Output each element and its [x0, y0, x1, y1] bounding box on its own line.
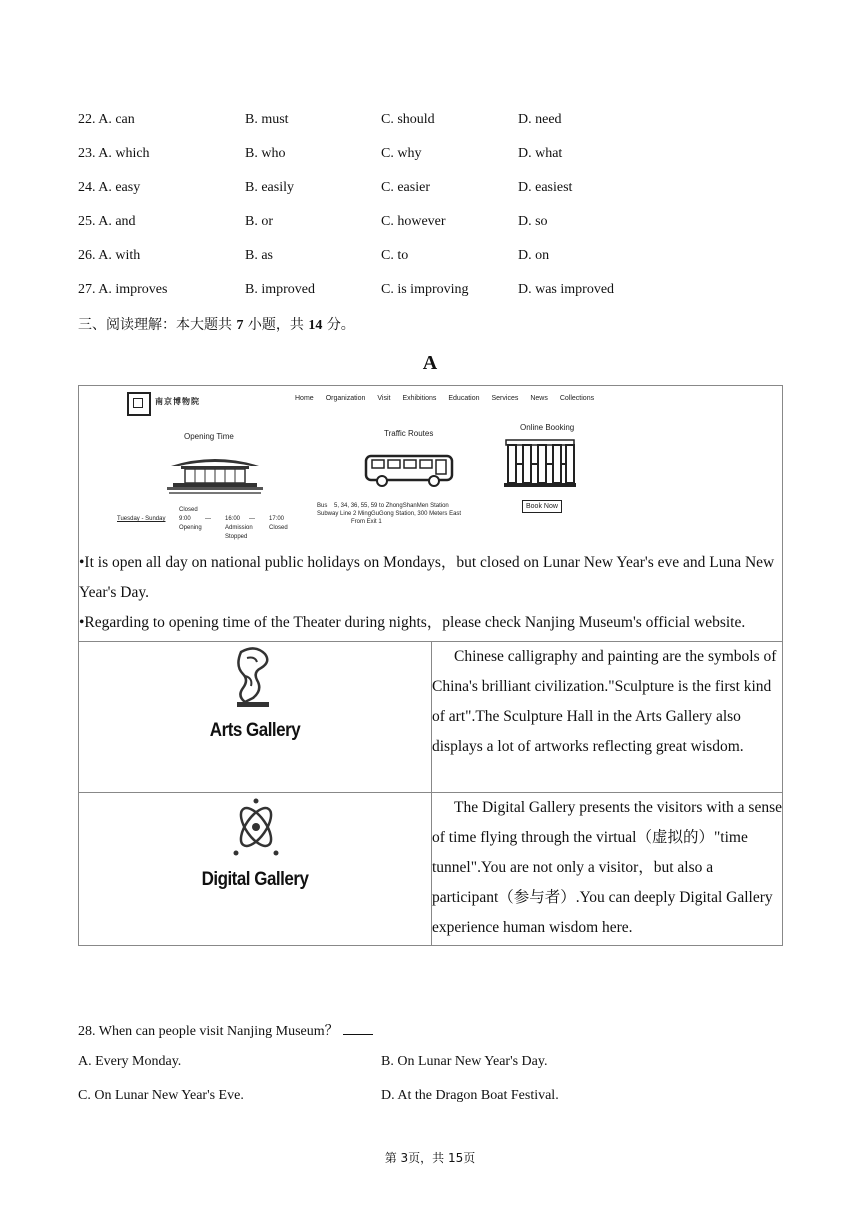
answer-c: C. On Lunar New Year's Eve.	[78, 1088, 244, 1103]
question-text: 28. When can people visit Nanjing Museum？	[78, 1024, 339, 1039]
question-count: 7	[236, 318, 244, 333]
total-score: 14	[308, 318, 323, 333]
option-b: B. as	[245, 248, 273, 263]
nav-education: Education	[448, 395, 480, 402]
bus-label: Bus	[317, 503, 328, 509]
online-booking-label: Online Booking	[520, 423, 575, 432]
note-theater: •Regarding to opening time of the Theater during nights，please check Nanjing Museum's official website.	[79, 614, 746, 631]
bus-icon	[362, 448, 458, 490]
option-d: D. so	[518, 214, 548, 229]
museum-info-cell	[79, 386, 783, 642]
answer-d: D. At the Dragon Boat Festival.	[381, 1088, 559, 1103]
book-now-button: Book Now	[522, 500, 562, 513]
option-b: B. must	[245, 112, 289, 127]
subway-exit: From Exit 1	[351, 519, 382, 525]
arts-gallery-text: Chinese calligraphy and painting are the symbols of China's brilliant civilization."Sculpture is the first kind of art".The Sculpture Hall in the Arts Gallery also displays a lot of artworks reflecting great wisdom.	[432, 648, 777, 755]
option-c: C. to	[381, 248, 409, 263]
museum-building-icon	[167, 448, 263, 496]
option-b: B. or	[245, 214, 273, 229]
nav-collections: Collections	[559, 395, 595, 402]
opening-time-label: Opening Time	[184, 432, 234, 441]
ticket-gate-icon	[504, 436, 576, 492]
nav-exhibitions: Exhibitions	[402, 395, 437, 402]
digital-gallery-text: The Digital Gallery presents the visitors with a sense of time flying through the virtual（虚拟的）"time tunnel".You are not only a visitor，but also a participant（参与者）.You can deeply Digital Gallery experience human wisdom here.	[432, 799, 783, 936]
arts-gallery-logo-cell	[79, 642, 432, 793]
museum-logo-text: 南京博物院	[155, 397, 200, 406]
answer-blank	[343, 1034, 373, 1035]
traffic-info	[317, 502, 461, 526]
option-d: D. easiest	[518, 180, 573, 195]
hours-closed: Closed	[179, 507, 198, 513]
answer-b: B. On Lunar New Year's Day.	[381, 1054, 548, 1069]
question-28	[78, 1020, 373, 1040]
option-d: D. need	[518, 112, 562, 127]
section-suffix: 分。	[326, 317, 355, 333]
website-nav	[295, 395, 594, 402]
option-b: B. improved	[245, 282, 315, 297]
option-a: 22. A. can	[78, 112, 135, 127]
hours-open: 9:00	[179, 516, 191, 522]
hours-t2: 17:00	[269, 516, 285, 522]
option-a: 26. A. with	[78, 248, 141, 263]
section-prefix: 三、阅读理解：本大题共	[78, 317, 232, 333]
subway-route: Line 2 MingGuGong Station, 300 Meters East	[340, 511, 462, 517]
arts-gallery-description	[432, 642, 783, 793]
option-a: 23. A. which	[78, 146, 150, 161]
museum-notes	[79, 546, 782, 641]
digital-gallery-atom-icon	[232, 797, 280, 857]
answer-a: A. Every Monday.	[78, 1054, 182, 1069]
option-a: 24. A. easy	[78, 180, 141, 195]
digital-gallery-description	[432, 793, 783, 946]
option-c: C. should	[381, 112, 435, 127]
option-c: C. easier	[381, 180, 430, 195]
hours-t1: 16:00	[225, 516, 241, 522]
option-c: C. is improving	[381, 282, 469, 297]
passage-title: A	[422, 352, 438, 374]
nav-news: News	[530, 395, 548, 402]
arts-gallery-icon	[231, 646, 275, 710]
option-b: B. who	[245, 146, 286, 161]
hours-opening: Opening	[179, 525, 202, 531]
hours-stopped: Stopped	[225, 534, 248, 540]
option-a: 25. A. and	[78, 214, 136, 229]
section-mid: 小题，共	[247, 317, 304, 333]
nav-services: Services	[491, 395, 519, 402]
arts-gallery-title: Arts Gallery	[209, 718, 301, 741]
option-b: B. easily	[245, 180, 294, 195]
hours-day-range: Tuesday - Sunday	[117, 516, 166, 522]
museum-website-screenshot: 南京博物院 Home Organization Visit Exhibitions Education Services News Collections Opening Time Traffic Routes Online Booking Closed Tuesday - Sunday 9:00 — 16:00 — 17:00 Opening Admission Closed Stopped Bus 5, 34, 36, 55, 59 to ZhongShanMen Station Subway Line 2 MingGuGong Station, 300 Meters East From Exit 1 Book Now	[79, 386, 782, 546]
bus-routes: 5, 34, 36, 55, 59 to ZhongShanMen Station	[334, 503, 449, 509]
nav-organization: Organization	[325, 395, 366, 402]
option-d: D. what	[518, 146, 563, 161]
nav-visit: Visit	[377, 395, 391, 402]
nav-home: Home	[295, 395, 314, 402]
option-c: C. why	[381, 146, 422, 161]
subway-label: Subway	[317, 511, 339, 517]
hours-closed2: Closed	[269, 525, 288, 531]
note-holidays: •It is open all day on national public holidays on Mondays，but closed on Lunar New Year's eve and Luna New Year's Day.	[79, 554, 775, 601]
museum-logo-icon	[127, 392, 151, 416]
option-d: D. was improved	[518, 282, 615, 297]
passage-table	[78, 385, 783, 946]
traffic-routes-label: Traffic Routes	[384, 429, 434, 438]
option-a: 27. A. improves	[78, 282, 168, 297]
section-heading	[78, 314, 355, 334]
digital-gallery-logo-cell	[79, 793, 432, 946]
hours-admission: Admission	[225, 525, 253, 531]
digital-gallery-title: Digital Gallery	[201, 867, 309, 890]
option-d: D. on	[518, 248, 550, 263]
option-c: C. however	[381, 214, 446, 229]
page-footer: 第 3页，共 15页	[384, 1151, 476, 1165]
